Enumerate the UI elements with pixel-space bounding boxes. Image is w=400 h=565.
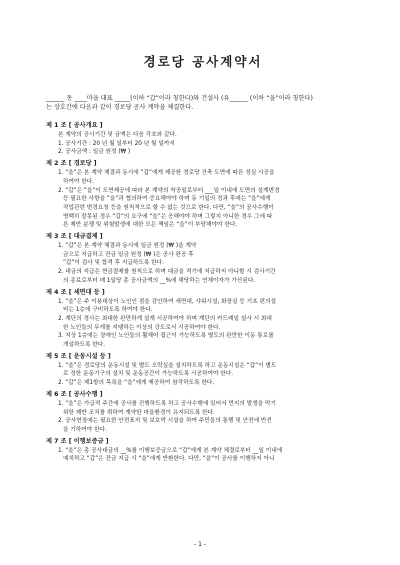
article-heading: 제 4 조 [ 세면대 등 ] xyxy=(46,288,105,296)
article-clause-line: 1. “을”은 본 계약 체결과 동시에 “갑”에게 제공한 경로당 건축 도면에 따른 성실 시공을 xyxy=(58,170,275,177)
article-section xyxy=(46,390,360,435)
article-clause-line: 한 노인들의 무게를 지탱하는 이상의 강도로서 시공하여야 한다. xyxy=(63,324,221,331)
article-clause-line: 비는 1층에 구비하도록 하여야 한다. xyxy=(63,307,153,314)
intro-line: 는 상호간에 다음과 같이 경로당 공사 계약을 체결한다. xyxy=(46,104,194,111)
article-clause-line: 의 종료로부터 매 1일당 총 공사금액의 __%에 해당하는 연체이자가 가산된다. xyxy=(63,277,256,284)
article-section xyxy=(46,232,360,286)
article-heading: 제 6 조 [ 공사수행 ] xyxy=(46,390,103,398)
article-clause-line: 등 필요한 사항을 “을”과 협의하여 증요해야야 하며 동 기일의 경과 후에는 “을”에게 xyxy=(63,196,271,203)
article-clause-line: 명백히 잘못된 경우 “갑”의 요구에 “을”은 응해야야 하며 그렇지 아니한 경우 그에 따 xyxy=(63,213,273,220)
article-clause-line: 본 계약의 공사기간 및 금액은 다음 각호와 같다. xyxy=(58,132,177,138)
article-clause-line: 2. “갑”은 제1항의 목록을 “을”에게 제공하여 참작하도록 한다. xyxy=(58,380,215,387)
article-clause-line: 로 정한 운동기구의 설치 및 운동공간이 가능하도록 시공하여야 한다. xyxy=(63,371,234,378)
article-heading: 제 2 조 [ 경로당 ] xyxy=(46,160,97,168)
article-clause-line: 개설하도록 한다. xyxy=(63,342,106,349)
article-heading: 제 3 조 [ 대금결제 ] xyxy=(46,233,103,241)
article-heading: 제 7 조 [ 이행보증금 ] xyxy=(46,437,109,445)
article-clause-line: 른 제반 분쟁 및 위험발생에 대한 모든 책임은 “을”이 부담해야야 한다. xyxy=(63,222,238,229)
article-clause-line: 3. 지상 1층에는 장애인 노인들의 휠체어 접근이 가능하도록 별도의 완만한 이동 통로를 xyxy=(58,333,274,340)
intro-paragraph xyxy=(46,94,360,112)
article-clause-line: 작업관련 변경요청 등을 원칙적으로 할 수 없는 것으로 한다. 다만, “을”의 공사수행이 xyxy=(63,204,274,211)
article-clause-line: 1. “을”은 가급적 주간에 공사를 진행하도록 하고 공사수행에 있어서 먼지의 발생을 막기 xyxy=(58,400,277,407)
article-section xyxy=(46,352,360,388)
article-clause-line: 1. “을”은 경로당의 운동시설 및 별도 오락실을 설치하도록 하고 운동시설은 “갑”이 별도 xyxy=(58,362,277,369)
article-heading: 제 5 조 [ 운동시설 등 ] xyxy=(46,352,111,360)
article-clause-line: 1. “을”은 주 이용대상이 노인인 점을 감안하여 세면대, 샤워시설, 화장실 등 기초 편의설 xyxy=(58,298,276,305)
article-heading: 제 1 조 [ 공사개요 ] xyxy=(46,122,103,129)
article-clause-line: 을 기하여야 한다. xyxy=(63,426,107,433)
article-clause-line: 금으로 지급하고 잔금 일금 원정 (₩ )은 공사 완공 후 xyxy=(63,251,194,258)
article-clause-line: 예치하고 “갑”은 잔금 지급 시 “을”에게 반환한다. 다만, “을”이 공사를 이행하지 아니 xyxy=(63,456,275,463)
page-number: - 1 - xyxy=(194,541,206,548)
articles-container xyxy=(46,121,360,464)
article-clause-line: 하여야 한다. xyxy=(63,178,95,185)
article-clause-line: 2. 계단의 경사는 최대한 완만하게 설계 시공하여야 하며 계단의 카드레일 설사 시 최대 xyxy=(58,315,272,322)
article-section xyxy=(46,121,360,157)
article-clause-line: 1. “을”은 총 공사대금의 __%를 이행보증금으로 “갑”에게 본 계약 체결로부터 __일 이내에 xyxy=(58,447,283,454)
intro-line: ______ 동 ____마을 대표 _____(이하 “갑”이라 칭한다)와 건설사 (유______ (이하 “을”이라 칭한다) xyxy=(46,95,313,102)
article-clause-line: 위한 제반 조치를 취하여 계약한 마을환경이 유지되도록 한다. xyxy=(63,409,215,416)
article-clause-line: 2. 대금의 지급은 현금결제를 원칙으로 하며 대금을 적기에 지급하지 아니할 시 검사기간 xyxy=(58,269,276,276)
article-clause-line: 2. 공사금액 : 일금 원정 (₩ ) xyxy=(58,149,131,156)
article-section xyxy=(46,159,360,230)
document-title: 경로당 공사계약서 xyxy=(143,54,263,69)
article-clause-line: 1. 공사기간 : 20 년 월 일부터 20 년 월 일까지 xyxy=(58,140,175,147)
article-clause-line: 2. 공사현장에는 필요한 안전표지 및 보호막 시설을 하여 주민들의 통행 및 안전에 반전 xyxy=(58,418,272,425)
article-clause-line: “갑”이 검사 및 합격 후 지급하도록 한다. xyxy=(63,260,164,267)
article-clause-line: 2. “갑”은 “을”이 도면제공에 따라 본 계약의 착공일로부터 ___일 이내에 도면의 설계변경 xyxy=(58,187,280,194)
article-section xyxy=(46,288,360,350)
article-section xyxy=(46,437,360,464)
article-clause-line: 1. “갑”은 본 계약 체결과 동시에 일금 원정 (₩ )을 계약 xyxy=(58,243,197,250)
